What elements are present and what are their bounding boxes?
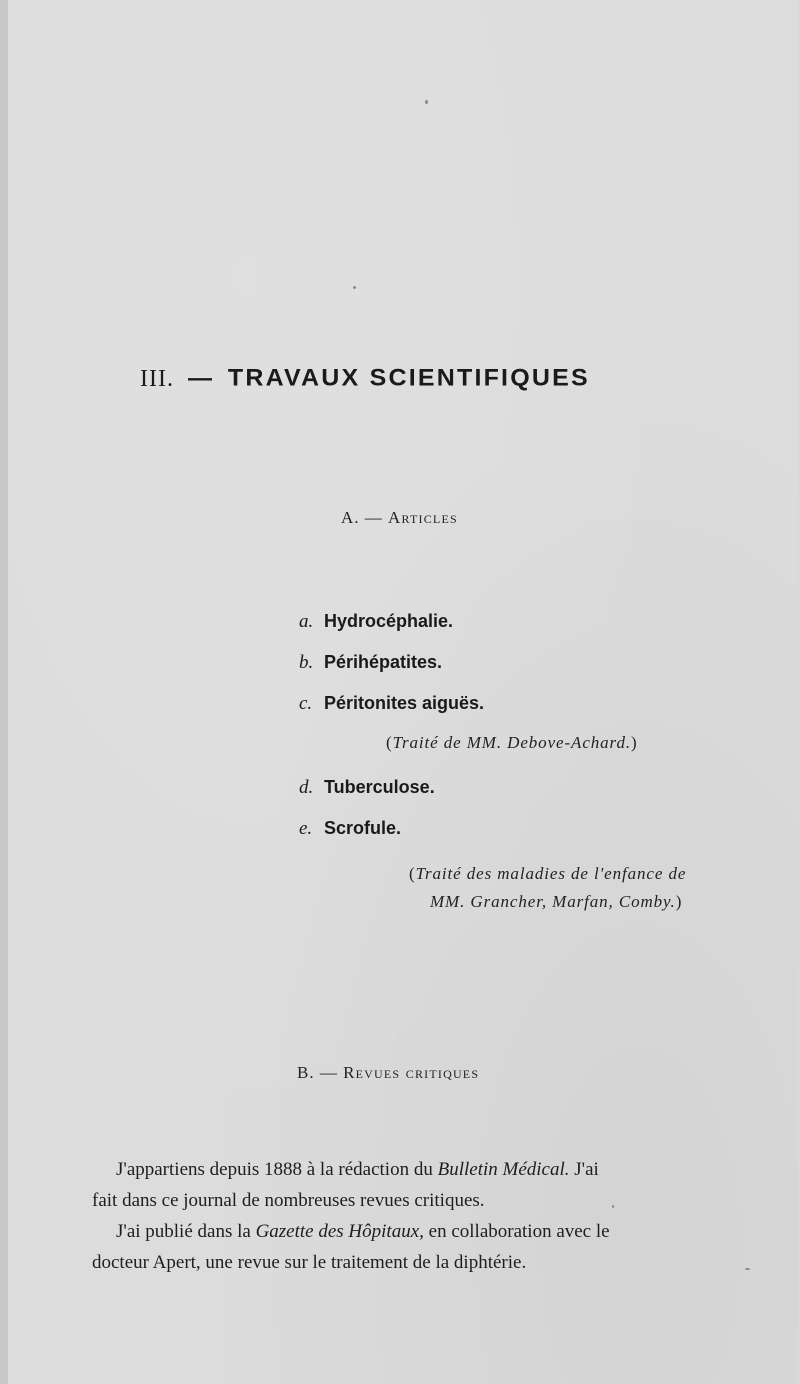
citation-2-line2: MM. Grancher, Marfan, Comby. [430, 892, 676, 911]
article-letter: a. [299, 611, 314, 632]
paragraph-1-italic: Bulletin Médical. [437, 1159, 570, 1180]
subheading-a-letter: A. [341, 508, 360, 527]
list-item [299, 690, 484, 731]
list-item [299, 815, 435, 856]
subheading-a-dash: — [364, 508, 383, 527]
article-label: Scrofule. [324, 818, 402, 838]
section-dash: — [187, 365, 212, 392]
article-letter: c. [299, 693, 313, 714]
paragraph-2-line-1 [116, 1216, 610, 1247]
citation-grancher-line2: MM. Grancher, Marfan, Comby.) [430, 892, 683, 911]
section-heading [140, 363, 590, 394]
paragraph-2-end: en collaboration avec le [423, 1221, 610, 1242]
citation-2-line1: Traité des maladies de l'enfance de [415, 864, 687, 883]
print-speck [425, 100, 428, 104]
article-label: Péritonites aiguës. [324, 693, 485, 713]
article-letter: d. [299, 777, 314, 798]
subheading-a-title: Articles [388, 508, 458, 527]
paragraph-1-line-1 [116, 1154, 599, 1185]
article-label: Périhépatites. [324, 652, 443, 672]
citation-debove-achard: (Traité de MM. Debove-Achard.) [386, 733, 638, 752]
subheading-b-letter: B. [297, 1063, 315, 1082]
article-letter: e. [299, 818, 313, 839]
subheading-b-dash: — [319, 1063, 338, 1082]
paragraph-2-line-2 [92, 1247, 526, 1278]
article-letter: b. [299, 652, 314, 673]
section-title: TRAVAUX SCIENTIFIQUES [227, 364, 590, 392]
section-number: III. [140, 366, 174, 392]
article-list-1 [299, 608, 484, 731]
list-item [299, 649, 484, 690]
subheading-revues [297, 1063, 479, 1083]
citation-grancher-line1: (Traité des maladies de l'enfance de [409, 864, 687, 883]
paragraph-2-start: J'ai publié dans la [116, 1221, 256, 1242]
paragraph-1-start: J'appartiens depuis 1888 à la rédaction du [116, 1159, 438, 1180]
subheading-b-title: Revues critiques [343, 1063, 480, 1082]
list-item [299, 774, 435, 815]
paragraph-2-italic: Gazette des Hôpitaux, [255, 1221, 424, 1242]
article-label: Hydrocéphalie. [324, 611, 454, 631]
citation-1-text: Traité de MM. Debove-Achard. [392, 733, 631, 752]
print-speck [353, 286, 356, 289]
subheading-articles [341, 508, 458, 528]
paragraph-1-line2: fait dans ce journal de nombreuses revues critiques. [92, 1190, 485, 1211]
print-speck [745, 1268, 750, 1270]
list-item [299, 608, 484, 649]
paragraph-1-end: J'ai [569, 1159, 599, 1180]
paragraph-2-line2: docteur Apert, une revue sur le traitement de la diphtérie. [92, 1252, 527, 1273]
print-speck [612, 1205, 614, 1208]
page-edge [0, 0, 8, 1384]
paragraph-1-line-2 [92, 1185, 485, 1216]
article-label: Tuberculose. [324, 777, 435, 797]
article-list-2 [299, 774, 435, 856]
